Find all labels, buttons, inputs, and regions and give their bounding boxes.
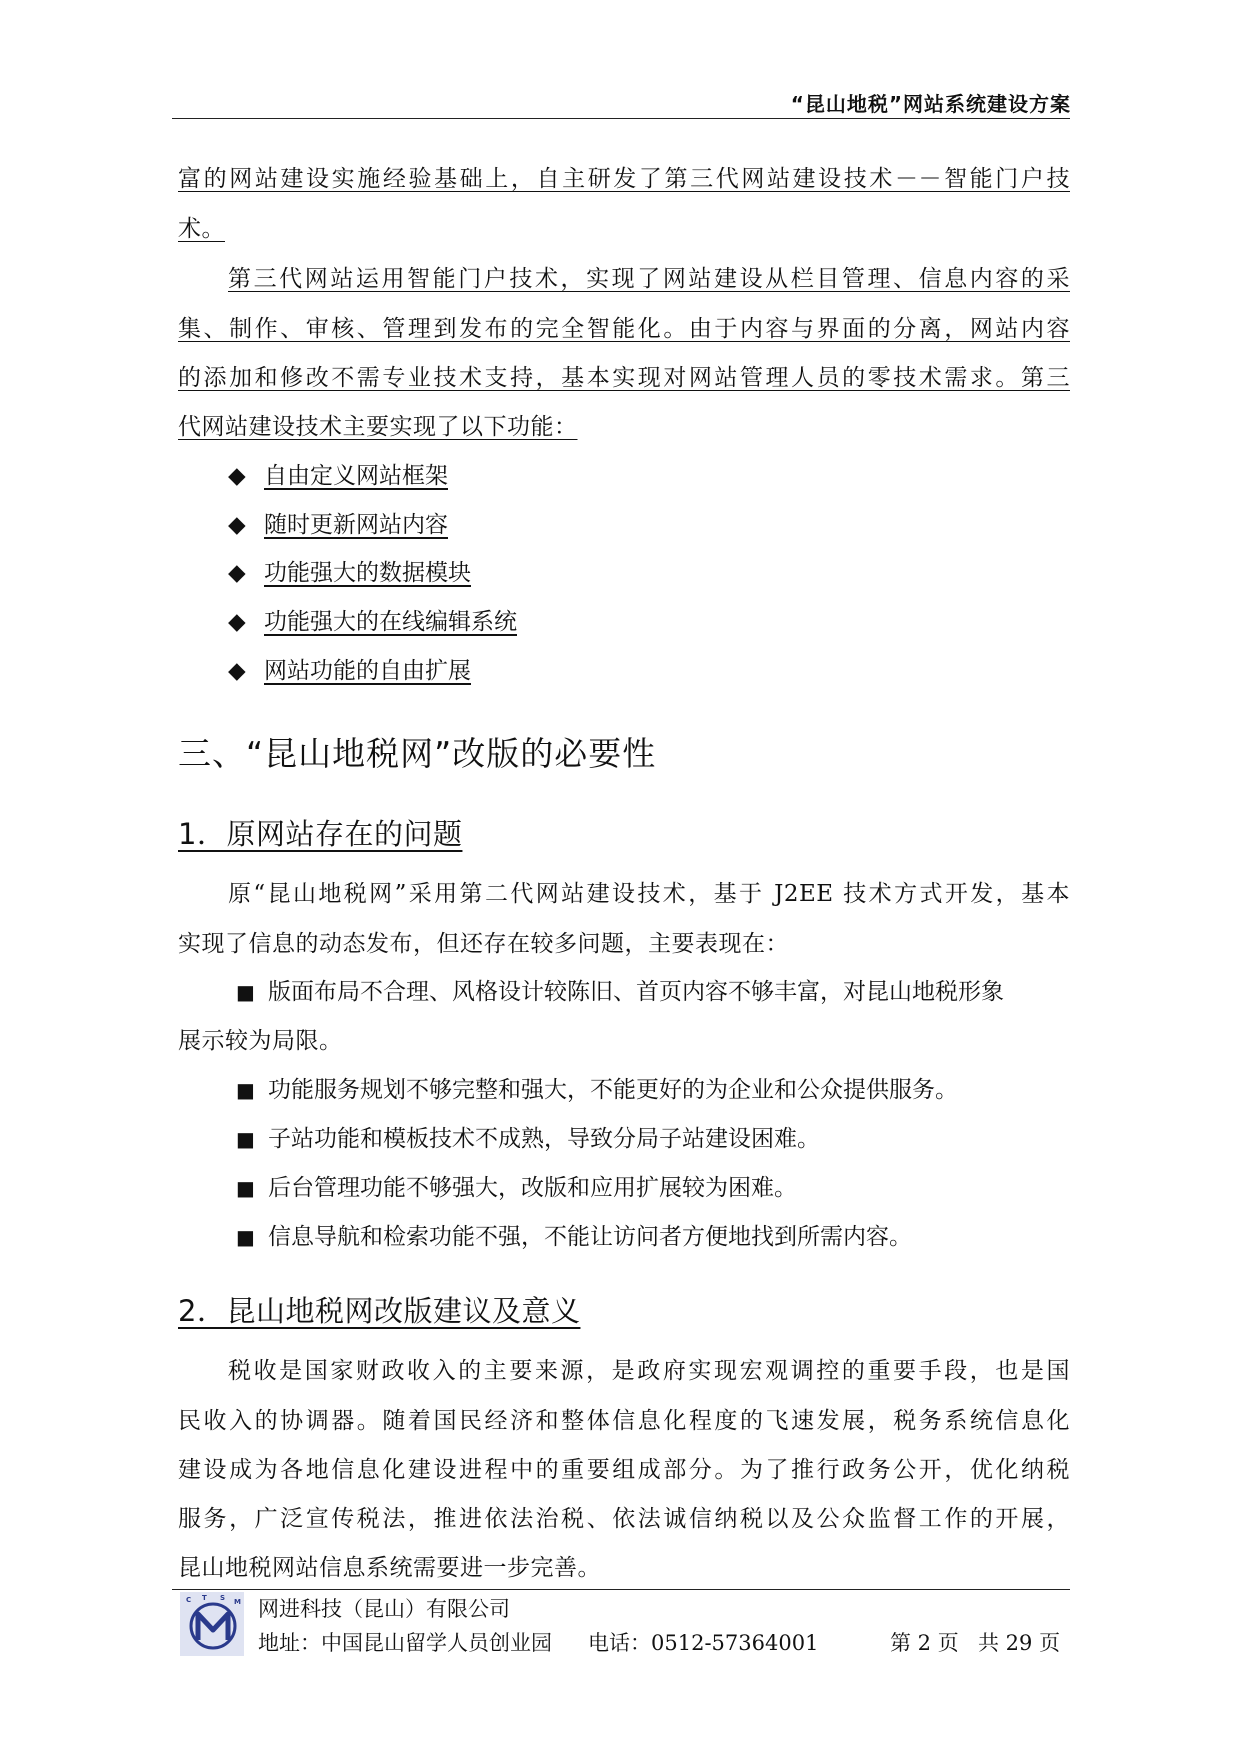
square-bullet-icon: ■ <box>236 1225 255 1249</box>
page-header-title: “昆山地税”网站系统建设方案 <box>790 92 1071 116</box>
diamond-bullet-icon: ◆ <box>228 609 246 635</box>
intro-p2-line-4: 代网站建设技术主要实现了以下功能： <box>178 414 578 440</box>
problem-item: ■ 后台管理功能不够强大，改版和应用扩展较为困难。 <box>236 1175 797 1201</box>
square-bullet-icon: ■ <box>236 1127 255 1151</box>
subsection-1-title: 1．原网站存在的问题 <box>178 817 463 851</box>
sub2-p-line-1: 税收是国家财政收入的主要来源，是政府实现宏观调控的重要手段，也是国 <box>228 1358 1070 1384</box>
footer-page-number: 第 2 页 <box>890 1631 959 1655</box>
problem-item: ■ 版面布局不合理、风格设计较陈旧、首页内容不够丰富，对昆山地税形象 <box>236 979 1004 1005</box>
problem-1-line-2: 展示较为局限。 <box>178 1028 343 1054</box>
intro-p1-line-1: 富的网站建设实施经验基础上，自主研发了第三代网站建设技术－－智能门户技 <box>178 166 1070 192</box>
problem-item: ■ 功能服务规划不够完整和强大，不能更好的为企业和公众提供服务。 <box>236 1077 958 1103</box>
section-heading: 三、“昆山地税网”改版的必要性 <box>178 734 657 773</box>
sub2-p-line-5: 昆山地税网站信息系统需要进一步完善。 <box>178 1555 601 1581</box>
svg-text:M: M <box>234 1598 241 1606</box>
svg-text:T: T <box>202 1594 207 1602</box>
footer-address: 地址：中国昆山留学人员创业园 <box>258 1631 552 1655</box>
footer-phone: 电话：0512-57364001 <box>588 1631 819 1655</box>
square-bullet-icon: ■ <box>236 980 255 1004</box>
intro-p2-line-3: 的添加和修改不需专业技术支持，基本实现对网站管理人员的零技术需求。第三 <box>178 365 1070 391</box>
diamond-bullet-icon: ◆ <box>228 512 246 538</box>
sub2-p-line-4: 服务，广泛宣传税法，推进依法治税、依法诚信纳税以及公众监督工作的开展， <box>178 1506 1070 1532</box>
header-divider <box>172 118 1070 119</box>
sub1-p-line-1: 原“昆山地税网”采用第二代网站建设技术，基于 J2EE 技术方式开发，基本 <box>228 881 1070 907</box>
square-bullet-icon: ■ <box>236 1078 255 1102</box>
feature-item: ◆ 随时更新网站内容 <box>228 512 448 538</box>
svg-text:S: S <box>220 1594 226 1602</box>
square-bullet-icon: ■ <box>236 1176 255 1200</box>
feature-item: ◆ 功能强大的数据模块 <box>228 560 471 586</box>
diamond-bullet-icon: ◆ <box>228 463 246 489</box>
sub1-p-line-2: 实现了信息的动态发布，但还存在较多问题，主要表现在： <box>178 931 789 957</box>
diamond-bullet-icon: ◆ <box>228 658 246 684</box>
footer-page-total: 共 29 页 <box>978 1631 1061 1655</box>
sub2-p-line-3: 建设成为各地信息化建设进程中的重要组成部分。为了推行政务公开，优化纳税 <box>178 1457 1070 1483</box>
footer-company: 网进科技（昆山）有限公司 <box>258 1597 510 1621</box>
svg-text:C: C <box>186 1596 192 1604</box>
feature-item: ◆ 自由定义网站框架 <box>228 463 448 489</box>
problem-item: ■ 信息导航和检索功能不强，不能让访问者方便地找到所需内容。 <box>236 1224 912 1250</box>
sub2-p-line-2: 民收入的协调器。随着国民经济和整体信息化程度的飞速发展，税务系统信息化 <box>178 1408 1070 1434</box>
feature-item: ◆ 网站功能的自由扩展 <box>228 658 471 684</box>
footer-divider <box>172 1589 1070 1590</box>
problem-item: ■ 子站功能和模板技术不成熟，导致分局子站建设困难。 <box>236 1126 820 1152</box>
subsection-2-title: 2．昆山地税网改版建议及意义 <box>178 1294 581 1328</box>
intro-p2-line-1: 第三代网站运用智能门户技术，实现了网站建设从栏目管理、信息内容的采 <box>228 266 1070 292</box>
feature-item: ◆ 功能强大的在线编辑系统 <box>228 609 517 635</box>
company-logo <box>180 1592 244 1656</box>
intro-p2-line-2: 集、制作、审核、管理到发布的完全智能化。由于内容与界面的分离，网站内容 <box>178 316 1070 342</box>
intro-p1-line-2: 术。 <box>178 216 225 242</box>
diamond-bullet-icon: ◆ <box>228 560 246 586</box>
